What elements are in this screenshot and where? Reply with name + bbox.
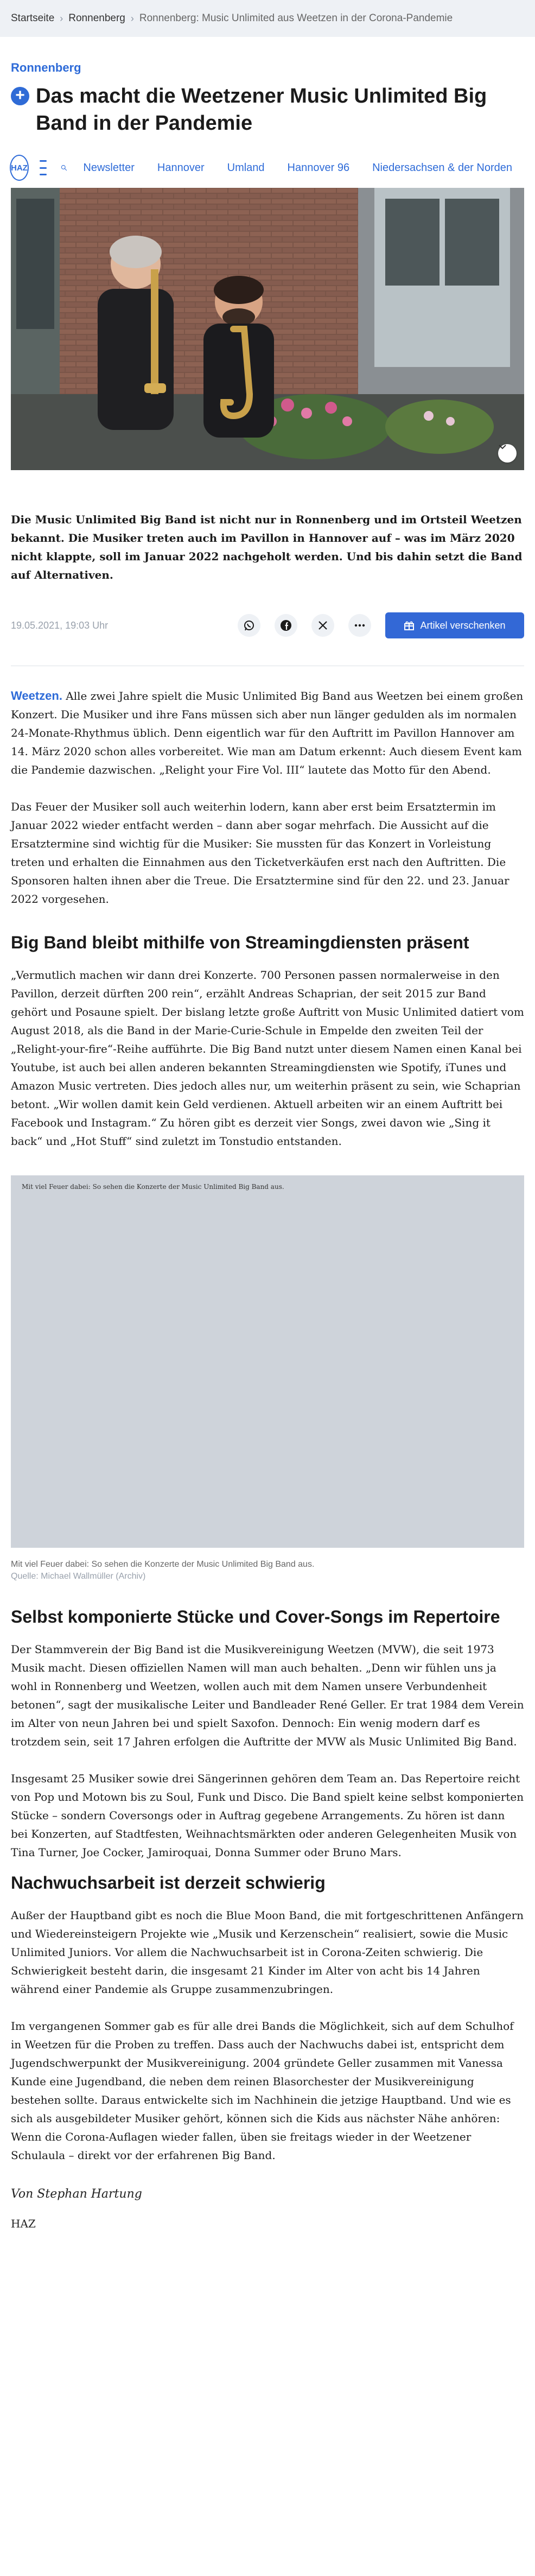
whatsapp-icon[interactable] (238, 614, 260, 637)
paragraph: Außer der Hauptband gibt es noch die Blue Moon Band, die mit fortgeschrittenen Anfängern und Wiedereinsteigern Projekte wie „Musik und Kerzenschein“ realisiert, sowie die Music Unlimited Juniors. Vor allem die Nachwuchsarbeit ist in Corona-Zeiten schwierig. Die Schwierigkeit besteht darin, die insgesamt 21 Kinder im Alter von acht bis 14 Jahren während einer Pandemie als Gruppe zusammenzubringen. (11, 1909, 524, 1996)
article-header (0, 37, 535, 137)
article-figure (11, 1175, 524, 1583)
breadcrumb-section[interactable]: Ronnenberg (68, 12, 125, 24)
nav-item-hannover[interactable]: Hannover (157, 161, 205, 174)
breadcrumb-current: Ronnenberg: Music Unlimited aus Weetzen in der Corona-Pandemie (139, 12, 453, 24)
plus-icon: + (11, 87, 29, 105)
article-body (0, 966, 535, 1150)
article-body (0, 1906, 535, 2164)
chevron-down-icon[interactable] (498, 444, 517, 463)
figure-caption: Mit viel Feuer dabei: So sehen die Konzerte der Music Unlimited Big Band aus. (11, 1560, 315, 1569)
nav-item-hannover-96[interactable]: Hannover 96 (287, 161, 350, 174)
breadcrumb-home[interactable]: Startseite (11, 12, 55, 24)
nav-item-umland[interactable]: Umland (227, 161, 265, 174)
article-body (0, 687, 535, 908)
gift-icon (404, 620, 415, 631)
publish-date: 19.05.2021, 19:03 Uhr (11, 619, 109, 631)
paragraph: Insgesamt 25 Musiker sowie drei Sängerinnen gehören dem Team an. Das Repertoire reicht von Pop und Motown bis zu Soul, Funk und Disco. Die Band spielt keine selbst komponierten Stücke – sondern Coversongs oder in Auftrag gegebene Arrangements. Zu hören ist dann bei Konzerten, auf Stadtfesten, Weihnachtsmärkten oder anderen Gelegenheiten Musik von Tina Turner, Joe Cocker, Jamiroquai, Donna Summer oder Bruno Mars. (11, 1772, 524, 1859)
paragraph: „Vermutlich machen wir dann drei Konzerte. 700 Personen passen normalerweise in den Pavillon, derzeit dürften 200 rein“, erzählt Andreas Schaprian, der seit 2015 zur Band gehört und Posaune spielt. Der bislang letzte große Auftritt von Music Unlimited datiert vom August 2018, als die Band in der Marie-Curie-Schule in Empelde den zweiten Teil der „Relight-your-fire“-Reihe aufführte. Die Big Band nutzt unter diesem Namen einen Kanal bei Youtube, ist auch bei allen anderen bekannten Streamingdiensten wie Spotify, iTunes und Amazon Music vertreten. Dies jedoch alles nur, um weiterhin präsent zu sein, wie Schaprian betont. „Wir wollen damit kein Geld verdienen. Aktuell arbeiten wir an einem Auftritt bei Facebook und Instagram.“ Zu hören gibt es derzeit vier Songs, zwei davon wie „Sing it back“ und „Hot Stuff“ sind zuletzt im Tonstudio entstanden. (11, 969, 524, 1148)
paragraph: Weetzen. Alle zwei Jahre spielt die Music Unlimited Big Band aus Weetzen bei einem großen Konzert. Die Musiker und ihre Fans müssen sich aber nun länger gedulden als im normalen 24-Monate-Rhythmus üblich. Denn eigentlich war für den Auftritt im Pavillon Hannover am 14. März 2020 schon alles vorbereitet. Wie man am Datum erkennt: Auch diesem Event kam die Pandemie dazwischen. „Relight your Fire Vol. III“ lautete das Motto für den Abend. (11, 689, 524, 776)
figure-credit: Quelle: Michael Wallmüller (Archiv) (11, 1572, 146, 1581)
article-meta (11, 612, 524, 638)
breadcrumb (0, 0, 535, 37)
nav-item-niedersachsen[interactable]: Niedersachsen & der Norden (372, 161, 512, 174)
subheading: Nachwuchsarbeit ist derzeit schwierig (11, 1873, 326, 1893)
figure-image-placeholder[interactable] (11, 1175, 524, 1548)
haz-logo[interactable]: HAZ (10, 155, 29, 181)
search-icon[interactable] (61, 159, 67, 177)
nav-item-newsletter[interactable]: Newsletter (83, 161, 135, 174)
article-lead: Die Music Unlimited Big Band ist nicht nur in Ronnenberg und im Ortsteil Weetzen bekannt. Die Musiker treten auch im Pavillon in Hannover auf – was im März 2020 nicht klappte, soll im Januar 2022 nachgeholt werden. Und bis dahin setzt die Band auf Alternativen. (11, 513, 523, 581)
paragraph: Im vergangenen Sommer gab es für alle drei Bands die Möglichkeit, sich auf dem Schulhof in Weetzen für die Proben zu treffen. Dass auch der Nachwuchs dabei ist, entspricht dem Jugendschwerpunkt der Musikvereinigung. 2004 gründete Geller zusammen mit Vanessa Kunde eine Jugendband, die neben dem reinen Blasorchester der Musikvereinigung bestehen sollte. Daraus entwickelte sich im Nachhinein die jetzige Hauptband. Und wie es sich als ausgebildeter Musiker gehört, können sich die Kids aus nächster Nähe anhören: Wenn die Corona-Auflagen wieder fallen, üben sie freitags wieder in der Weetzener Schulaula – direkt vor der erfahrenen Big Band. (11, 2020, 514, 2162)
paragraph: Das Feuer der Musiker soll auch weiterhin lodern, kann aber erst beim Ersatztermin im Januar 2022 wieder entfacht werden – dann aber sogar mehrfach. Die Aussicht auf die Ersatztermine sind wichtig für die Musiker: Sie mussten für das Konzert in Vorleistung treten und erhalten die Einnahmen aus den Ticketverkäufen erst nach den Auftritten. Die Sponsoren halten ihnen aber die Treue. Die Ersatztermine sind für den 22. und 23. Januar 2022 vorgesehen. (11, 800, 509, 906)
chevron-right-icon: › (130, 12, 134, 24)
dateline: Weetzen. (11, 689, 62, 702)
figure-alt-text: Mit viel Feuer dabei: So sehen die Konzerte der Music Unlimited Big Band aus. (22, 1183, 284, 1191)
menu-icon[interactable] (40, 160, 47, 175)
gift-article-button[interactable] (385, 612, 524, 638)
main-nav (0, 149, 535, 187)
headline-row (11, 83, 524, 137)
subheading: Selbst komponierte Stücke und Cover-Songs im Repertoire (11, 1607, 500, 1626)
gift-article-label: Artikel verschenken (420, 619, 506, 631)
hero-image[interactable] (11, 188, 524, 470)
article-body (0, 1640, 535, 1862)
subheading: Big Band bleibt mithilfe von Streamingdiensten präsent (11, 933, 469, 952)
article-kicker[interactable]: Ronnenberg (11, 61, 81, 74)
chevron-right-icon: › (60, 12, 63, 24)
source-line: HAZ (11, 2217, 36, 2230)
more-icon[interactable] (348, 614, 371, 637)
hero-photo-illustration (11, 188, 524, 470)
paragraph: Der Stammverein der Big Band ist die Musikvereinigung Weetzen (MVW), die seit 1973 Musik macht. Diesen offiziellen Namen will man auch behalten. „Denn wir fühlen uns ja wohl in Ronnenberg und Weetzen, wollen auch mit dem Namen unsere Verbundenheit betonen“, sagt der musikalische Leiter und Bandleader René Geller. Er trat 1984 dem Verein im Alter von neun Jahren bei und spielt Saxofon. Dennoch: Ein wenig modern darf es trotzdem sein, seit 17 Jahren erfolgen die Auftritte der MVW als Music Unlimited Big Band. (11, 1643, 524, 1748)
facebook-icon[interactable] (275, 614, 297, 637)
x-icon[interactable] (311, 614, 334, 637)
page-title: Das macht die Weetzener Music Unlimited Big Band in der Pandemie (36, 85, 487, 135)
author-line: Von Stephan Hartung (11, 2187, 142, 2201)
